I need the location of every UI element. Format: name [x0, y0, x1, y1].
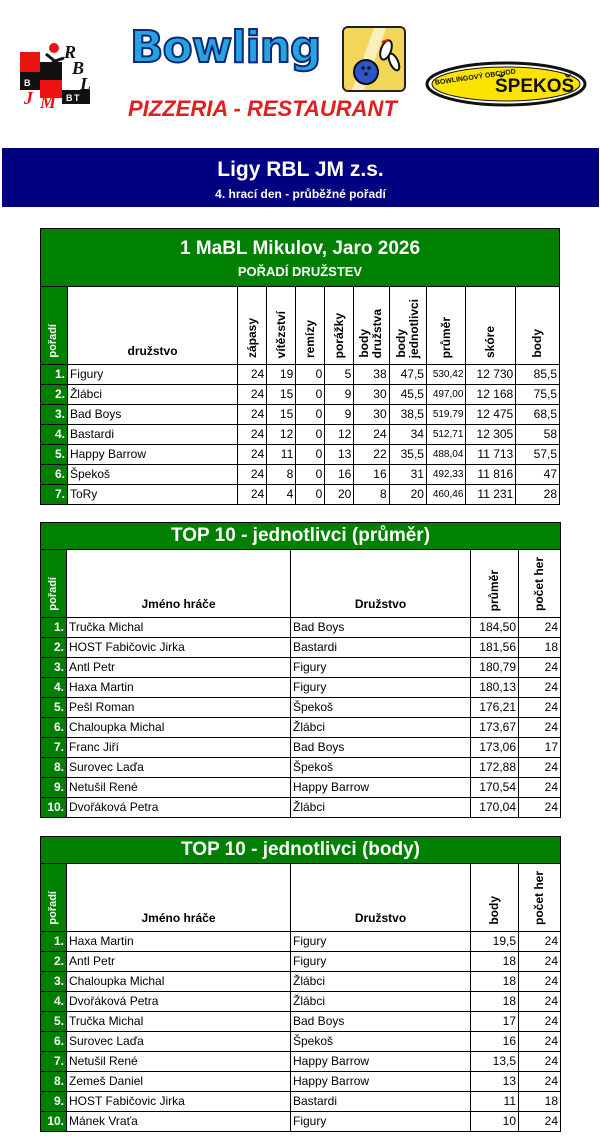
average-cell: 170,04 [471, 798, 519, 818]
average-cell: 172,88 [471, 758, 519, 778]
rank-cell: 7. [41, 738, 67, 758]
team-standings-table [40, 228, 560, 505]
games-cell: 24 [519, 932, 561, 952]
rbl-letter-b: B [72, 58, 85, 78]
col-remizy: remízy [296, 287, 325, 365]
body-jednotlivci-cell: 35,5 [389, 445, 426, 465]
body-jednotlivci-cell: 47,5 [389, 365, 426, 385]
skore-cell: 11 231 [466, 485, 516, 505]
player-name-cell: Tručka Michal [67, 1012, 291, 1032]
table-row [41, 618, 561, 638]
points-cell: 11 [471, 1092, 519, 1112]
prumer-cell: 512,71 [426, 425, 465, 445]
col-pocet-her: počet her [519, 864, 561, 932]
body-cell: 68,5 [516, 405, 560, 425]
col-pocet-her: počet her [519, 550, 561, 618]
table-row [41, 465, 560, 485]
games-cell: 24 [519, 758, 561, 778]
pizzeria-restaurant-text: PIZZERIA - RESTAURANT [128, 96, 397, 121]
team-name-cell: Figury [291, 932, 471, 952]
body-druzstva-cell: 22 [354, 445, 389, 465]
spekos-logo [425, 61, 587, 107]
games-cell: 24 [519, 658, 561, 678]
col-poradi: pořadí [41, 550, 67, 618]
remizy-cell: 0 [296, 425, 325, 445]
table-row [41, 718, 561, 738]
table-row [41, 972, 561, 992]
player-name-cell: Pešl Roman [67, 698, 291, 718]
games-cell: 24 [519, 1012, 561, 1032]
rbl-letter-m: M [40, 92, 57, 110]
average-cell: 180,79 [471, 658, 519, 678]
body-cell: 47 [516, 465, 560, 485]
page-subtitle: 4. hrací den - průběžné pořadí [215, 187, 386, 201]
league-subtitle: POŘADÍ DRUŽSTEV [237, 264, 363, 279]
team-name-cell: Žlábci [291, 718, 471, 738]
body-jednotlivci-cell: 31 [389, 465, 426, 485]
player-name-cell: Haxa Martin [67, 932, 291, 952]
remizy-cell: 0 [296, 485, 325, 505]
table-row [41, 658, 561, 678]
col-jmeno-hrace: Jméno hráče [67, 550, 291, 618]
prumer-cell: 497,00 [426, 385, 465, 405]
team-name-cell: Bastardi [67, 425, 237, 445]
prumer-cell: 519,79 [426, 405, 465, 425]
porazky-cell: 12 [325, 425, 354, 445]
col-druzstvo: Družstvo [291, 550, 471, 618]
team-name-cell: Happy Barrow [291, 778, 471, 798]
body-druzstva-cell: 30 [354, 405, 389, 425]
team-name-cell: Happy Barrow [291, 1072, 471, 1092]
zapasy-cell: 24 [238, 405, 267, 425]
table-row [41, 365, 560, 385]
games-cell: 24 [519, 1032, 561, 1052]
vitezstvi-cell: 15 [267, 385, 296, 405]
remizy-cell: 0 [296, 385, 325, 405]
zapasy-cell: 24 [238, 485, 267, 505]
team-name-cell: Bastardi [291, 1092, 471, 1112]
spekos-name-text: ŠPEKOŠ [495, 76, 575, 97]
team-name-cell: Happy Barrow [291, 1052, 471, 1072]
average-cell: 184,50 [471, 618, 519, 638]
body-druzstva-cell: 38 [354, 365, 389, 385]
rank-cell: 4. [41, 425, 68, 445]
games-cell: 24 [519, 798, 561, 818]
player-name-cell: Antl Petr [67, 952, 291, 972]
team-name-cell: Žlábci [291, 992, 471, 1012]
points-cell: 19,5 [471, 932, 519, 952]
remizy-cell: 0 [296, 465, 325, 485]
body-cell: 58 [516, 425, 560, 445]
vitezstvi-cell: 19 [267, 365, 296, 385]
average-cell: 176,21 [471, 698, 519, 718]
porazky-cell: 13 [325, 445, 354, 465]
skore-cell: 11 816 [466, 465, 516, 485]
zapasy-cell: 24 [238, 365, 267, 385]
body-druzstva-cell: 8 [354, 485, 389, 505]
points-cell: 17 [471, 1012, 519, 1032]
table-row [41, 678, 561, 698]
vitezstvi-cell: 4 [267, 485, 296, 505]
page-title: Ligy RBL JM z.s. [217, 158, 384, 181]
table-row [41, 758, 561, 778]
top10-average-body [41, 618, 561, 818]
team-name-cell: Bad Boys [291, 618, 471, 638]
rank-cell: 9. [41, 778, 67, 798]
vitezstvi-cell: 12 [267, 425, 296, 445]
rank-cell: 10. [41, 1112, 67, 1132]
col-druzstvo: Družstvo [291, 864, 471, 932]
average-cell: 180,13 [471, 678, 519, 698]
bowling-word: Bowling [130, 22, 321, 73]
games-cell: 18 [519, 638, 561, 658]
body-druzstva-cell: 16 [354, 465, 389, 485]
skore-cell: 12 168 [466, 385, 516, 405]
bowling-pins-icon [342, 26, 406, 92]
col-body: body [516, 287, 560, 365]
porazky-cell: 5 [325, 365, 354, 385]
porazky-cell: 9 [325, 385, 354, 405]
skore-cell: 12 475 [466, 405, 516, 425]
zapasy-cell: 24 [238, 465, 267, 485]
body-jednotlivci-cell: 38,5 [389, 405, 426, 425]
rank-cell: 6. [41, 718, 67, 738]
rank-cell: 3. [41, 972, 67, 992]
games-cell: 24 [519, 698, 561, 718]
team-name-cell: Bastardi [291, 638, 471, 658]
table-row [41, 932, 561, 952]
team-name-cell: Figury [291, 1112, 471, 1132]
player-name-cell: HOST Fabičovic Jirka [67, 1092, 291, 1112]
table-row [41, 1092, 561, 1112]
rank-cell: 8. [41, 758, 67, 778]
team-name-cell: Happy Barrow [67, 445, 237, 465]
games-cell: 24 [519, 718, 561, 738]
team-name-cell: ToRy [67, 485, 237, 505]
rbl-letter-j: J [24, 88, 33, 108]
games-cell: 24 [519, 952, 561, 972]
team-name-cell: Žlábci [291, 972, 471, 992]
team-name-cell: Špekoš [67, 465, 237, 485]
player-name-cell: Surovec Laďa [67, 758, 291, 778]
league-header [41, 229, 560, 287]
team-standings-body [41, 365, 560, 505]
table-row [41, 485, 560, 505]
col-druzstvo: družstvo [67, 287, 237, 365]
rbl-letter-l: L [80, 74, 91, 94]
col-vitezstvi: vítězství [267, 287, 296, 365]
top10-body-body [41, 932, 561, 1132]
col-skore: skóre [466, 287, 516, 365]
player-name-cell: HOST Fabičovic Jirka [67, 638, 291, 658]
body-cell: 85,5 [516, 365, 560, 385]
zapasy-cell: 24 [238, 385, 267, 405]
remizy-cell: 0 [296, 365, 325, 385]
rbl-jm-logo [20, 40, 96, 110]
rank-cell: 1. [41, 932, 67, 952]
rank-cell: 7. [41, 1052, 67, 1072]
body-cell: 75,5 [516, 385, 560, 405]
col-prumer: průměr [471, 550, 519, 618]
body-jednotlivci-cell: 34 [389, 425, 426, 445]
remizy-cell: 0 [296, 445, 325, 465]
rbl-letter-b3: B [66, 93, 73, 103]
vitezstvi-cell: 8 [267, 465, 296, 485]
col-poradi: pořadí [41, 864, 67, 932]
prumer-cell: 460,46 [426, 485, 465, 505]
team-name-cell: Špekoš [291, 698, 471, 718]
games-cell: 18 [519, 1092, 561, 1112]
top10-body-table [40, 836, 561, 1132]
col-body-druzstva: bodydružstva [354, 287, 389, 365]
average-cell: 170,54 [471, 778, 519, 798]
top10-body-title: TOP 10 - jednotlivci (body) [41, 837, 561, 864]
rank-cell: 5. [41, 698, 67, 718]
team-name-cell: Špekoš [291, 1032, 471, 1052]
league-title: 1 MaBL Mikulov, Jaro 2026 [179, 238, 421, 259]
team-name-cell: Bad Boys [291, 1012, 471, 1032]
rbl-letter-r: R [64, 42, 77, 62]
body-jednotlivci-cell: 20 [389, 485, 426, 505]
porazky-cell: 16 [325, 465, 354, 485]
spekos-small-text: BOWLINGOVÝ OBCHOD [434, 68, 517, 87]
rank-cell: 3. [41, 405, 68, 425]
games-cell: 24 [519, 1052, 561, 1072]
table-row [41, 1032, 561, 1052]
table-row [41, 1052, 561, 1072]
col-body: body [471, 864, 519, 932]
skore-cell: 12 305 [466, 425, 516, 445]
skore-cell: 11 713 [466, 445, 516, 465]
average-cell: 173,06 [471, 738, 519, 758]
table-row [41, 992, 561, 1012]
rank-cell: 4. [41, 678, 67, 698]
col-body-jednotlivci: bodyjednotlivci [389, 287, 426, 365]
games-cell: 24 [519, 778, 561, 798]
player-name-cell: Dvořáková Petra [67, 798, 291, 818]
games-cell: 24 [519, 972, 561, 992]
games-cell: 24 [519, 992, 561, 1012]
rank-cell: 6. [41, 465, 68, 485]
games-cell: 24 [519, 618, 561, 638]
games-cell: 24 [519, 678, 561, 698]
table-row [41, 405, 560, 425]
porazky-cell: 20 [325, 485, 354, 505]
player-name-cell: Surovec Laďa [67, 1032, 291, 1052]
average-cell: 173,67 [471, 718, 519, 738]
player-name-cell: Tručka Michal [67, 618, 291, 638]
rank-cell: 9. [41, 1092, 67, 1112]
player-name-cell: Chaloupka Michal [67, 718, 291, 738]
rbl-letter-t: T [74, 93, 80, 103]
porazky-cell: 9 [325, 405, 354, 425]
player-name-cell: Netušil René [67, 778, 291, 798]
table-row [41, 738, 561, 758]
points-cell: 18 [471, 972, 519, 992]
body-cell: 57,5 [516, 445, 560, 465]
rank-cell: 2. [41, 638, 67, 658]
remizy-cell: 0 [296, 405, 325, 425]
table-row [41, 952, 561, 972]
average-cell: 181,56 [471, 638, 519, 658]
top10-average-table [40, 522, 561, 818]
points-cell: 13 [471, 1072, 519, 1092]
player-name-cell: Haxa Martin [67, 678, 291, 698]
table-row [41, 698, 561, 718]
team-name-cell: Žlábci [291, 798, 471, 818]
rank-cell: 4. [41, 992, 67, 1012]
points-cell: 16 [471, 1032, 519, 1052]
body-jednotlivci-cell: 45,5 [389, 385, 426, 405]
player-name-cell: Franc Jiří [67, 738, 291, 758]
table-row [41, 798, 561, 818]
table-row [41, 385, 560, 405]
rank-cell: 1. [41, 618, 67, 638]
skore-cell: 12 730 [466, 365, 516, 385]
team-name-cell: Figury [67, 365, 237, 385]
league-title-bar [2, 148, 599, 207]
player-name-cell: Chaloupka Michal [67, 972, 291, 992]
rank-cell: 5. [41, 1012, 67, 1032]
games-cell: 17 [519, 738, 561, 758]
rbl-letter-b2: B [24, 78, 31, 88]
body-druzstva-cell: 30 [354, 385, 389, 405]
team-name-cell: Figury [291, 658, 471, 678]
vitezstvi-cell: 11 [267, 445, 296, 465]
zapasy-cell: 24 [238, 425, 267, 445]
prumer-cell: 488,04 [426, 445, 465, 465]
table-row [41, 425, 560, 445]
team-name-cell: Bad Boys [67, 405, 237, 425]
player-name-cell: Antl Petr [67, 658, 291, 678]
rank-cell: 3. [41, 658, 67, 678]
prumer-cell: 492,33 [426, 465, 465, 485]
col-prumer: průměr [426, 287, 465, 365]
col-porazky: porážky [325, 287, 354, 365]
col-zapasy: zápasy [238, 287, 267, 365]
col-jmeno-hrace: Jméno hráče [67, 864, 291, 932]
rank-cell: 8. [41, 1072, 67, 1092]
player-name-cell: Zemeš Daniel [67, 1072, 291, 1092]
points-cell: 10 [471, 1112, 519, 1132]
bowling-logo [126, 22, 406, 122]
team-name-cell: Bad Boys [291, 738, 471, 758]
vitezstvi-cell: 15 [267, 405, 296, 425]
rbl-logo-graphic [20, 40, 96, 110]
player-name-cell: Dvořáková Petra [67, 992, 291, 1012]
team-name-cell: Špekoš [291, 758, 471, 778]
zapasy-cell: 24 [238, 445, 267, 465]
rank-cell: 6. [41, 1032, 67, 1052]
col-poradi: pořadí [41, 287, 68, 365]
table-row [41, 638, 561, 658]
rank-cell: 5. [41, 445, 68, 465]
team-name-cell: Figury [291, 952, 471, 972]
table-row [41, 1112, 561, 1132]
table-row [41, 1072, 561, 1092]
rank-cell: 7. [41, 485, 68, 505]
games-cell: 24 [519, 1072, 561, 1092]
table-row [41, 1012, 561, 1032]
points-cell: 18 [471, 992, 519, 1012]
rank-cell: 1. [41, 365, 68, 385]
player-name-cell: Netušil René [67, 1052, 291, 1072]
body-cell: 28 [516, 485, 560, 505]
top10-average-title: TOP 10 - jednotlivci (průměr) [41, 523, 561, 550]
table-row [41, 778, 561, 798]
points-cell: 18 [471, 952, 519, 972]
prumer-cell: 530,42 [426, 365, 465, 385]
body-druzstva-cell: 24 [354, 425, 389, 445]
player-name-cell: Mánek Vraťa [67, 1112, 291, 1132]
team-name-cell: Figury [291, 678, 471, 698]
games-cell: 24 [519, 1112, 561, 1132]
logo-strip [0, 0, 600, 140]
table-row [41, 445, 560, 465]
team-name-cell: Žlábci [67, 385, 237, 405]
rank-cell: 2. [41, 952, 67, 972]
rank-cell: 10. [41, 798, 67, 818]
points-cell: 13,5 [471, 1052, 519, 1072]
rank-cell: 2. [41, 385, 68, 405]
